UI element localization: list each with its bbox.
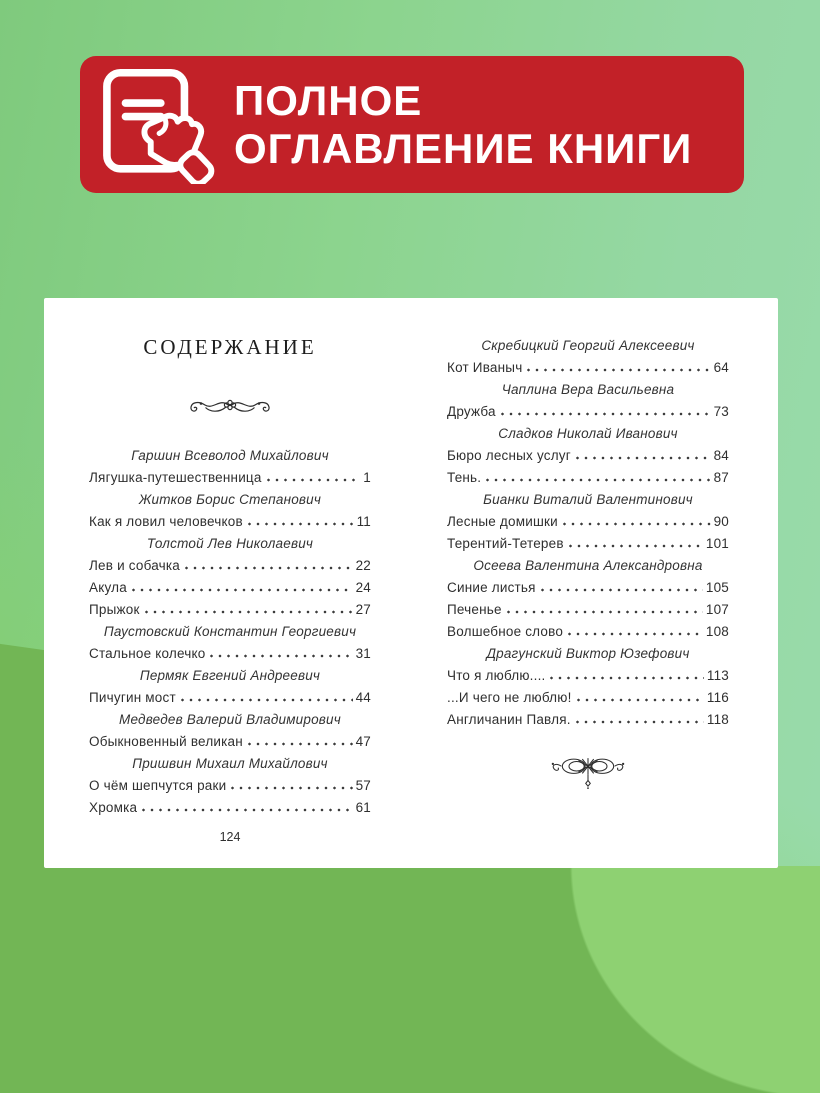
dot-leader: [550, 664, 703, 686]
contents-right-column: [447, 298, 729, 868]
toc-entry-title: Прыжок: [89, 601, 140, 617]
toc-entry: [447, 356, 729, 378]
toc-entry-title: Кот Иваныч: [447, 359, 523, 375]
toc-entry-title: Акула: [89, 579, 127, 595]
toc-author-name: Паустовский Константин Георгиевич: [103, 623, 357, 639]
dot-leader: [563, 510, 711, 532]
toc-entry: [447, 664, 729, 686]
toc-author-name: Драгунский Виктор Юзефович: [486, 645, 690, 661]
toc-entry: [447, 444, 729, 466]
dot-leader: [181, 686, 353, 708]
toc-entry-title: Обыкновенный великан: [89, 733, 243, 749]
toc-section: [447, 422, 729, 488]
toc-entry: [447, 686, 729, 708]
book-contents-in-hand-icon: [94, 66, 226, 184]
toc-entry-title: Пичугин мост: [89, 689, 176, 705]
full-contents-banner: [80, 56, 744, 193]
toc-entry-page: 87: [713, 469, 729, 485]
toc-section: [447, 334, 729, 378]
toc-author-name: Бианки Виталий Валентинович: [483, 491, 693, 507]
dot-leader: [185, 554, 353, 576]
toc-section: [89, 664, 371, 708]
toc-section: [89, 444, 371, 488]
toc-section: [89, 532, 371, 620]
contents-card: [44, 298, 778, 868]
toc-entry-page: 118: [706, 711, 729, 727]
banner-title-line2: ОГЛАВЛЕНИЕ КНИГИ: [234, 124, 693, 172]
toc-section: [447, 642, 729, 730]
contents-heading: СОДЕРЖАНИЕ: [143, 335, 317, 359]
toc-entry: [89, 554, 371, 576]
toc-entry: [89, 730, 371, 752]
toc-entry-title: Волшебное слово: [447, 623, 564, 639]
toc-entry-title: Что я люблю....: [447, 667, 546, 683]
toc-entry-page: 101: [705, 535, 729, 551]
toc-section: [447, 488, 729, 554]
toc-author-name: Житков Борис Степанович: [138, 491, 322, 507]
toc-entry-title: Бюро лесных услуг: [447, 447, 571, 463]
toc-entry-page: 107: [705, 601, 729, 617]
toc-entry-page: 113: [706, 667, 729, 683]
toc-section: [89, 752, 371, 818]
toc-entry-page: 47: [355, 733, 371, 749]
toc-author-name: Чаплина Вера Васильевна: [501, 381, 675, 397]
toc-entry: [89, 686, 371, 708]
toc-section: [447, 378, 729, 422]
dot-leader: [142, 796, 352, 818]
toc-entry: [447, 708, 729, 730]
contents-left-column: [89, 298, 371, 868]
dot-leader: [210, 642, 352, 664]
toc-author-name: Скребицкий Георгий Алексеевич: [481, 337, 695, 353]
toc-entry-title: Печенье: [447, 601, 502, 617]
toc-entry: [447, 532, 729, 554]
dot-leader: [507, 598, 703, 620]
toc-entry-title: ...И чего не люблю!: [447, 689, 572, 705]
toc-entry-page: 61: [355, 799, 371, 815]
toc-entry: [89, 576, 371, 598]
toc-entry: [447, 576, 729, 598]
toc-entry-page: 73: [713, 403, 729, 419]
toc-author-name: Сладков Николай Иванович: [498, 425, 678, 441]
toc-entry-title: О чём шепчутся раки: [89, 777, 227, 793]
toc-entry-page: 27: [355, 601, 371, 617]
toc-author-name: Пермяк Евгений Андреевич: [139, 667, 321, 683]
page-folio: 124: [219, 830, 241, 844]
banner-title-line1: ПОЛНОЕ: [234, 77, 423, 125]
toc-entry-title: Дружба: [447, 403, 496, 419]
toc-entry: [89, 642, 371, 664]
toc-entry: [89, 510, 371, 532]
toc-entry-title: Терентий-Тетерев: [447, 535, 564, 551]
toc-entry-page: 90: [713, 513, 729, 529]
dot-leader: [231, 774, 352, 796]
dot-leader: [486, 466, 710, 488]
dot-leader: [248, 730, 353, 752]
toc-entry-title: Стальное колечко: [89, 645, 206, 661]
dot-leader: [576, 444, 711, 466]
dot-leader: [527, 356, 710, 378]
toc-author-name: Медведев Валерий Владимирович: [119, 711, 341, 727]
toc-entry-page: 84: [713, 447, 729, 463]
toc-entry: [89, 796, 371, 818]
toc-entry-page: 1: [363, 469, 371, 485]
toc-entry-page: 64: [713, 359, 729, 375]
toc-entry: [89, 466, 371, 488]
toc-entry: [89, 598, 371, 620]
toc-entry: [447, 400, 729, 422]
toc-section: [89, 488, 371, 532]
toc-entry-page: 108: [705, 623, 729, 639]
toc-entry-page: 105: [705, 579, 729, 595]
dot-leader: [577, 686, 704, 708]
dot-leader: [568, 620, 703, 642]
dot-leader: [248, 510, 354, 532]
toc-author-name: Гаршин Всеволод Михайлович: [131, 447, 329, 463]
toc-right-sections: [447, 334, 729, 730]
toc-entry-title: Лягушка-путешественница: [89, 469, 262, 485]
toc-entry: [447, 598, 729, 620]
toc-entry-title: Лев и собачка: [89, 557, 180, 573]
toc-entry-title: Тень.: [447, 469, 482, 485]
toc-entry-page: 44: [355, 689, 371, 705]
dot-leader: [501, 400, 711, 422]
toc-entry-page: 57: [355, 777, 371, 793]
dot-leader: [132, 576, 353, 598]
dot-leader: [569, 532, 703, 554]
toc-entry-title: Хромка: [89, 799, 138, 815]
background-bottom-band: [0, 866, 820, 1093]
toc-section: [447, 554, 729, 642]
floral-flourish-divider: [89, 394, 371, 416]
toc-entry: [447, 466, 729, 488]
toc-left-sections: [89, 444, 371, 818]
toc-entry-page: 11: [356, 513, 371, 529]
knot-flourish-tailpiece: [447, 752, 729, 790]
dot-leader: [145, 598, 353, 620]
toc-entry: [89, 774, 371, 796]
toc-section: [89, 708, 371, 752]
toc-entry-page: 24: [355, 579, 371, 595]
toc-entry: [447, 620, 729, 642]
toc-entry-page: 116: [706, 689, 729, 705]
banner-title: [234, 77, 692, 171]
dot-leader: [541, 576, 703, 598]
toc-entry-page: 22: [355, 557, 371, 573]
toc-section: [89, 620, 371, 664]
toc-author-name: Пришвин Михаил Михайлович: [132, 755, 328, 771]
toc-author-name: Осеева Валентина Александровна: [473, 557, 703, 573]
toc-author-name: Толстой Лев Николаевич: [146, 535, 314, 551]
toc-entry-page: 31: [355, 645, 371, 661]
dot-leader: [267, 466, 361, 488]
toc-entry-title: Синие листья: [447, 579, 536, 595]
toc-entry-title: Лесные домишки: [447, 513, 558, 529]
toc-entry-title: Как я ловил человечков: [89, 513, 243, 529]
toc-entry-title: Англичанин Павля.: [447, 711, 571, 727]
toc-entry: [447, 510, 729, 532]
dot-leader: [576, 708, 704, 730]
